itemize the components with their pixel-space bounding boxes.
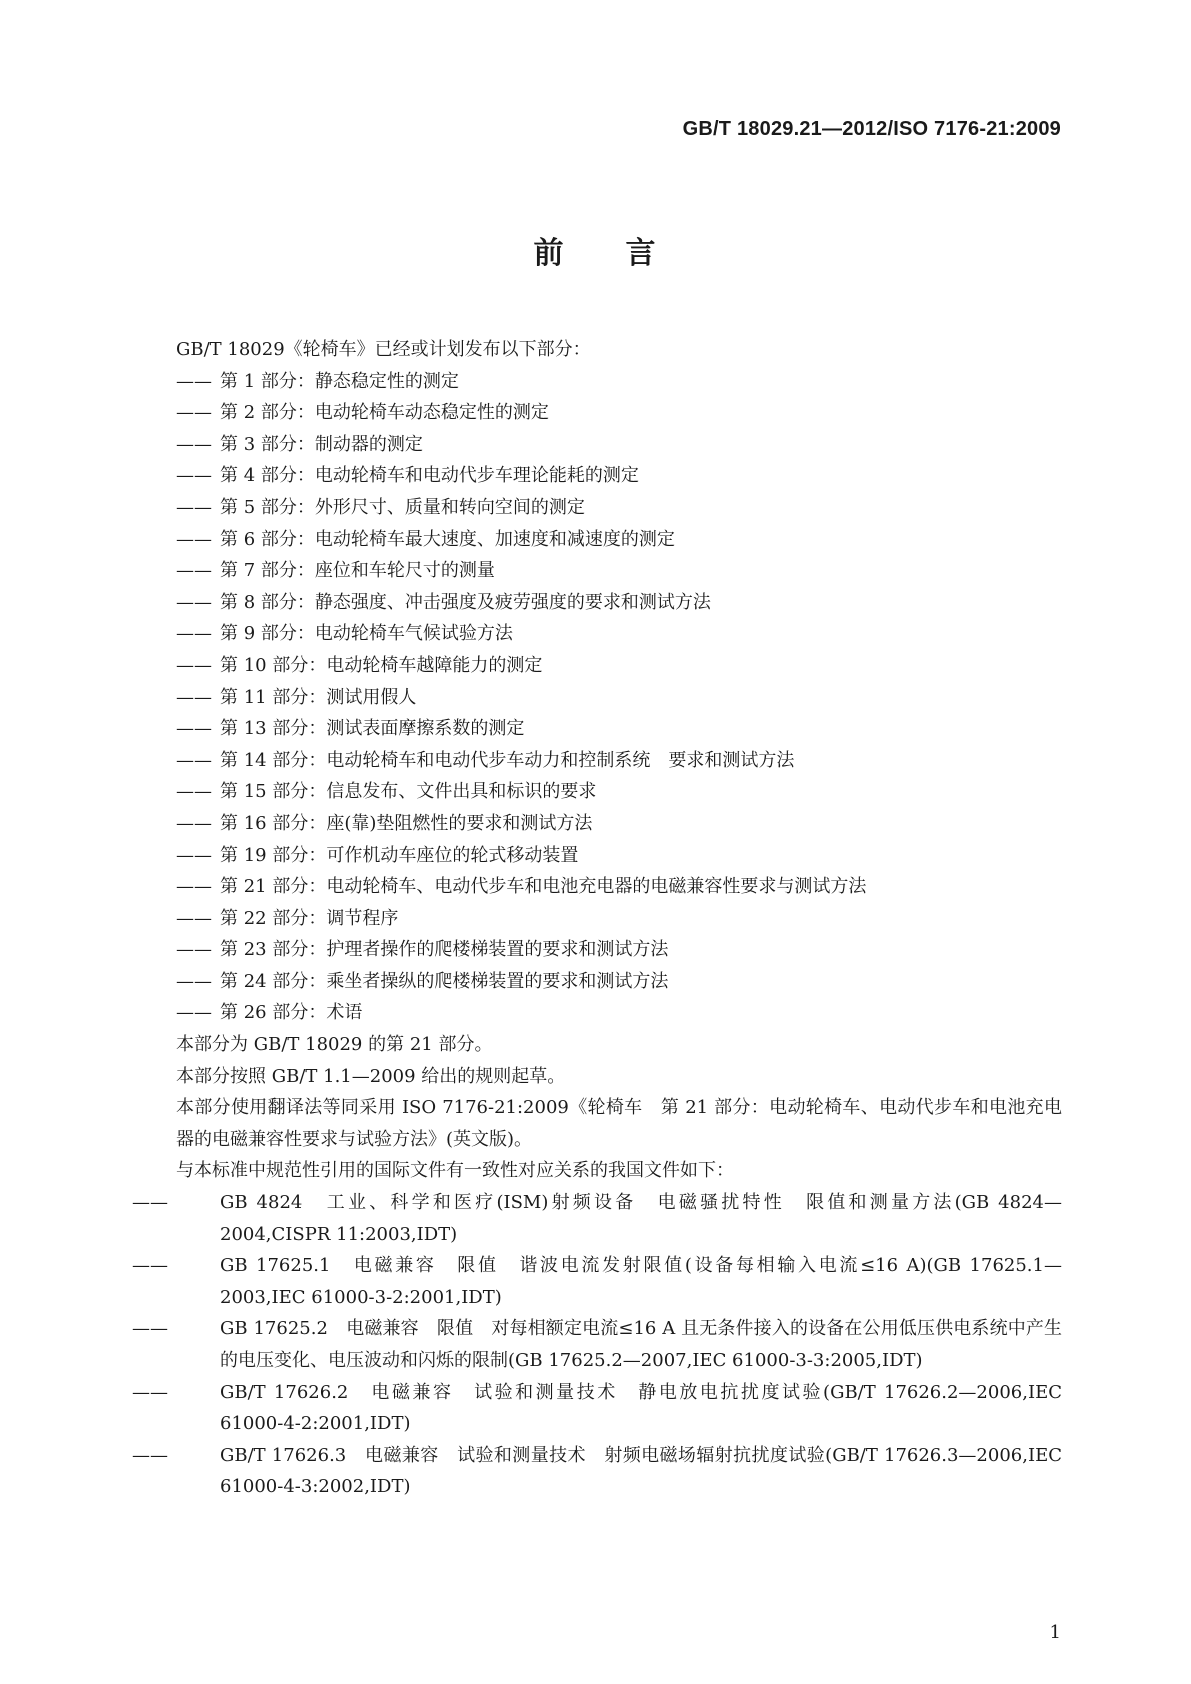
list-item: —— GB/T 17626.3 电磁兼容 试验和测量技术 射频电磁场辐射抗扰度试验(GB/T 17626.3—2006,IEC 61000-4-3:2002,IDT): [132, 1444, 1062, 1498]
list-item: —— 第 9 部分：电动轮椅车气候试验方法: [176, 623, 513, 645]
list-item: —— 第 16 部分：座(靠)垫阻燃性的要求和测试方法: [176, 812, 593, 834]
document-code: GB/T 18029.21—2012/ISO 7176-21:2009: [682, 118, 1061, 140]
title-char-2: 言: [625, 236, 658, 271]
list-item: —— 第 2 部分：电动轮椅车动态稳定性的测定: [176, 402, 549, 424]
document-body: [132, 334, 1062, 1503]
references-list: [132, 1187, 1062, 1503]
list-item: —— 第 5 部分：外形尺寸、质量和转向空间的测定: [176, 496, 585, 518]
list-item: —— 第 15 部分：信息发布、文件出具和标识的要求: [176, 781, 597, 803]
paragraph-translation-method: 本部分使用翻译法等同采用 ISO 7176-21:2009《轮椅车 第 21 部分：电动轮椅车、电动代步车和电池充电器的电磁兼容性要求与试验方法》(英文版)。: [176, 1097, 1062, 1150]
list-item: —— 第 13 部分：测试表面摩擦系数的测定: [176, 718, 525, 740]
page-title: [0, 228, 1191, 272]
list-item: —— 第 3 部分：制动器的测定: [176, 433, 423, 455]
list-item: —— 第 11 部分：测试用假人: [176, 686, 417, 708]
list-item: —— 第 24 部分：乘坐者操纵的爬楼梯装置的要求和测试方法: [176, 970, 669, 992]
list-item: —— 第 10 部分：电动轮椅车越障能力的测定: [176, 654, 543, 676]
list-item: —— GB 17625.1 电磁兼容 限值 谐波电流发射限值(设备每相输入电流≤16 A)(GB 17625.1—2003,IEC 61000-3-2:2001,IDT): [132, 1255, 1062, 1308]
list-item: —— 第 19 部分：可作机动车座位的轮式移动装置: [176, 844, 579, 866]
list-item: —— GB 4824 工业、科学和医疗(ISM)射频设备 电磁骚扰特性 限值和测量方法(GB 4824—2004,CISPR 11:2003,IDT): [132, 1192, 1062, 1245]
parts-list: [176, 366, 1062, 1029]
paragraph-references-intro: 与本标准中规范性引用的国际文件有一致性对应关系的我国文件如下：: [176, 1160, 734, 1182]
list-item: —— GB/T 17626.2 电磁兼容 试验和测量技术 静电放电抗扰度试验(GB/T 17626.2—2006,IEC 61000-4-2:2001,IDT): [132, 1381, 1062, 1435]
list-item: —— 第 23 部分：护理者操作的爬楼梯装置的要求和测试方法: [176, 939, 669, 961]
title-char-1: 前: [533, 236, 566, 271]
list-item: —— 第 8 部分：静态强度、冲击强度及疲劳强度的要求和测试方法: [176, 591, 711, 613]
page-number: 1: [1049, 1622, 1061, 1643]
list-item: —— 第 21 部分：电动轮椅车、电动代步车和电池充电器的电磁兼容性要求与测试方法: [176, 876, 867, 898]
intro-paragraph: GB/T 18029《轮椅车》已经或计划发布以下部分：: [176, 339, 591, 360]
list-item: —— 第 1 部分：静态稳定性的测定: [176, 370, 459, 392]
list-item: —— 第 26 部分：术语: [176, 1002, 363, 1024]
list-item: —— 第 4 部分：电动轮椅车和电动代步车理论能耗的测定: [176, 465, 639, 487]
paragraph-drafting-rules: 本部分按照 GB/T 1.1—2009 给出的规则起草。: [176, 1065, 566, 1087]
paragraph-part-number: 本部分为 GB/T 18029 的第 21 部分。: [176, 1034, 493, 1056]
list-item: —— 第 22 部分：调节程序: [176, 907, 399, 929]
list-item: —— 第 14 部分：电动轮椅车和电动代步车动力和控制系统 要求和测试方法: [176, 749, 795, 771]
list-item: —— GB 17625.2 电磁兼容 限值 对每相额定电流≤16 A 且无条件接入的设备在公用低压供电系统中产生的电压变化、电压波动和闪烁的限制(GB 17625.2—2007,IEC 61000-3-3:2005,IDT): [132, 1318, 1062, 1371]
list-item: —— 第 6 部分：电动轮椅车最大速度、加速度和减速度的测定: [176, 528, 675, 550]
list-item: —— 第 7 部分：座位和车轮尺寸的测量: [176, 560, 495, 582]
